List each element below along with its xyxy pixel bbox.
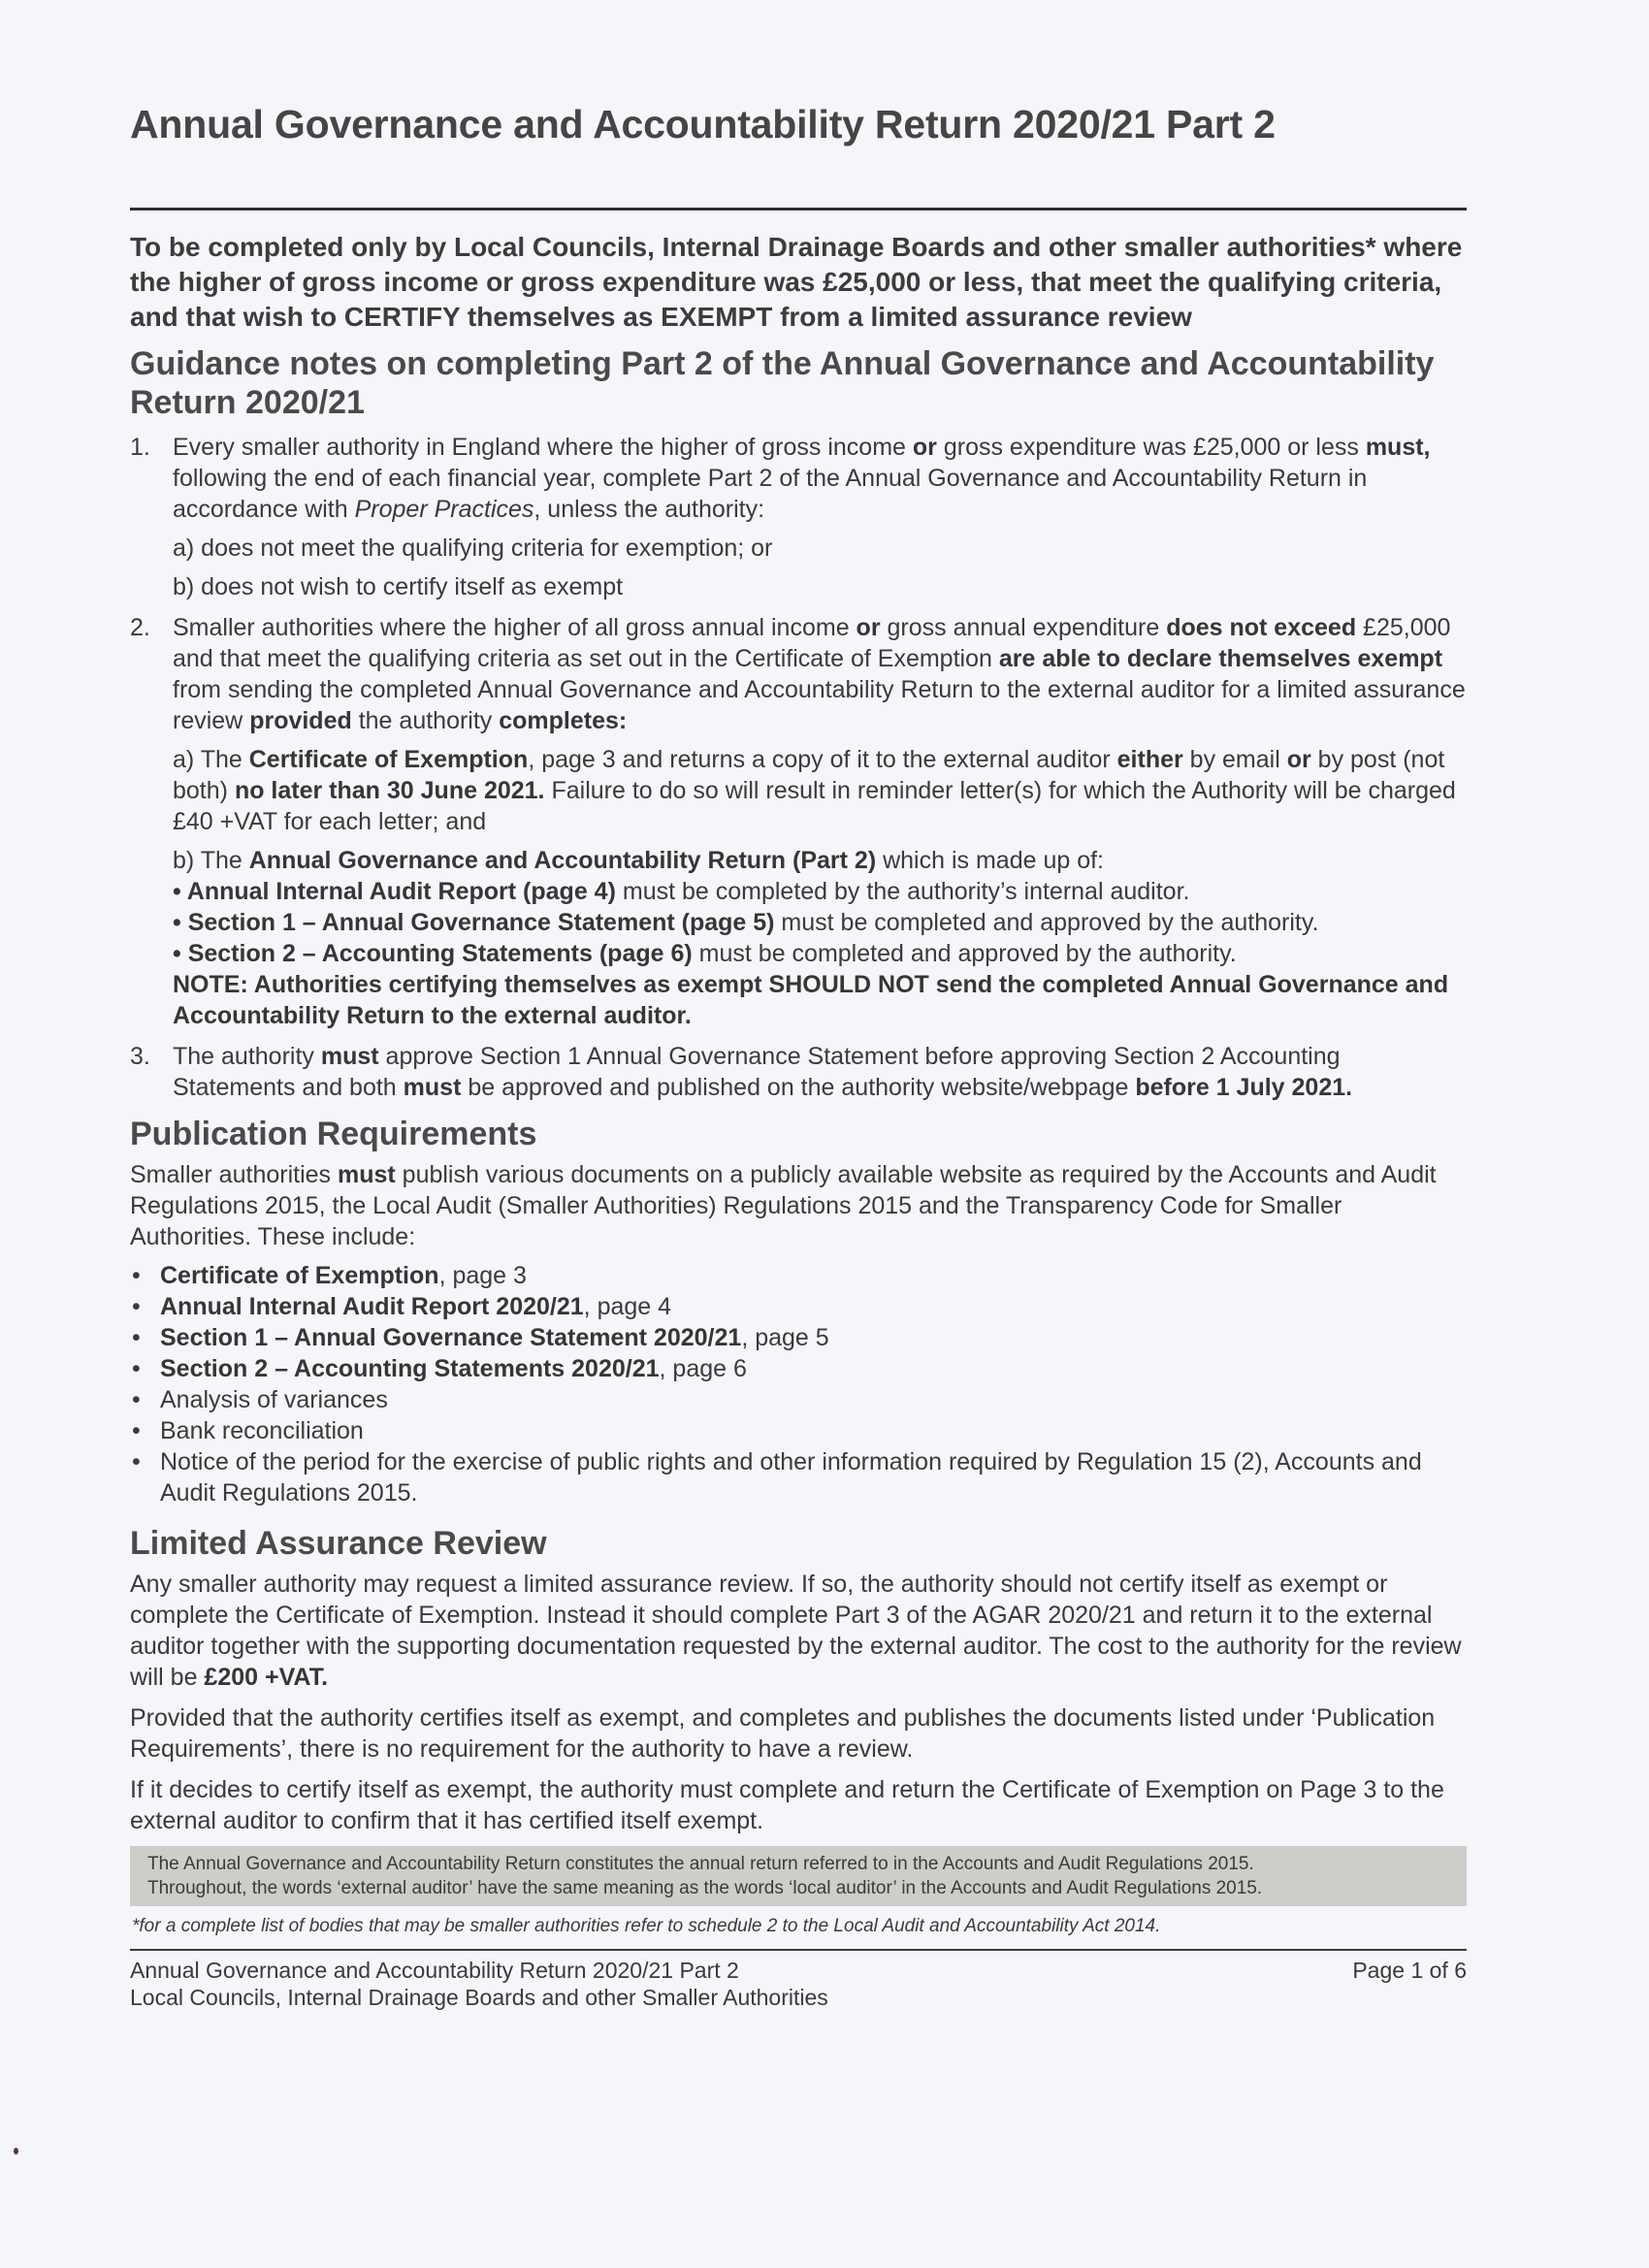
page-number: Page 1 of 6 xyxy=(1352,1958,1467,1983)
exempt-note: NOTE: Authorities certifying themselves as exempt SHOULD NOT send the completed Annual Governance and Accountability Return to the external auditor. xyxy=(173,971,1449,1029)
bullet-icon: • xyxy=(132,1386,141,1413)
item-number: 2. xyxy=(130,614,150,641)
publication-list-item xyxy=(130,1415,1467,1446)
footer-divider xyxy=(130,1949,1467,1951)
component-desc: must be completed and approved by the authority. xyxy=(692,940,1237,967)
document-name: Certificate of Exemption xyxy=(160,1262,439,1289)
limited-review-heading: Limited Assurance Review xyxy=(130,1525,547,1562)
limited-review-para-2: Provided that the authority certifies itself as exempt, and completes and publishes the documents listed under ‘Publication Requirements’, there is no requirement for the authority to have a review. xyxy=(130,1704,1436,1763)
publication-intro: Smaller authorities must publish various documents on a publicly available website as required by the Accounts and Audit Regulations 2015, the Local Audit (Smaller Authorities) Regulations 2015 and the Transparency Code for Smaller Authorities. These include: xyxy=(130,1161,1437,1250)
publication-list-item xyxy=(130,1260,1467,1291)
document-detail: , page 5 xyxy=(741,1324,829,1351)
bullet-icon: • xyxy=(132,1324,141,1351)
document-title: Annual Governance and Accountability Return 2020/21 Part 2 xyxy=(130,102,1276,146)
component-desc: must be completed and approved by the authority. xyxy=(774,909,1319,936)
publication-heading: Publication Requirements xyxy=(130,1116,537,1152)
publication-list xyxy=(130,1260,1467,1508)
bullet-icon: • xyxy=(132,1355,141,1382)
item-text: Every smaller authority in England where the higher of gross income or gross expenditure was £25,000 or less must, following the end of each financial year, complete Part 2 of the Annual Governance and Accountability Return in accordance with Proper Practices, unless the authority: xyxy=(173,434,1431,523)
publication-list-item xyxy=(130,1353,1467,1384)
guidance-item-1 xyxy=(130,432,1467,602)
item-text: Smaller authorities where the higher of all gross annual income or gross annual expenditure does not exceed £25,000 and that meet the qualifying criteria as set out in the Certificate of Exemption are able to declare themselves exempt from sending the completed Annual Governance and Accountability Return to the external auditor for a limited assurance review provided the authority completes: xyxy=(173,614,1466,734)
footer-title: Annual Governance and Accountability Return 2020/21 Part 2 xyxy=(130,1958,739,1983)
component-title: • Annual Internal Audit Report (page 4) xyxy=(173,878,616,905)
limited-review-para-1: Any smaller authority may request a limited assurance review. If so, the authority should not certify itself as exempt or complete the Certificate of Exemption. Instead it should complete Part 3 of the AGAR 2020/21 and return it to the external auditor together with the supporting documentation requested by the external auditor. The cost to the authority for the review will be £200 +VAT. xyxy=(130,1571,1462,1691)
scan-artifact-dot xyxy=(14,2148,18,2155)
item-number: 3. xyxy=(130,1043,150,1070)
footer-subtitle: Local Councils, Internal Drainage Boards and other Smaller Authorities xyxy=(130,1985,828,2010)
intro-statement: To be completed only by Local Councils, Internal Drainage Boards and other smaller authorities* where the higher of gross income or gross expenditure was £25,000 or less, that meet the qualifying criteria, and that wish to CERTIFY themselves as EXEMPT from a limited assurance review xyxy=(130,232,1463,332)
document-detail: Bank reconciliation xyxy=(160,1417,364,1444)
document-detail: , page 6 xyxy=(659,1355,747,1382)
document-detail: , page 3 xyxy=(438,1262,527,1289)
notice-line-2: Throughout, the words ‘external auditor’ have the same meaning as the words ‘local auditor’ in the Accounts and Audit Regulations 2015. xyxy=(147,1878,1263,1898)
item-sub-a: a) does not meet the qualifying criteria for exemption; or xyxy=(173,535,773,562)
sub-b-intro: b) The Annual Governance and Accountability Return (Part 2) which is made up of: xyxy=(173,847,1104,874)
bullet-icon: • xyxy=(132,1262,141,1289)
document-detail: Analysis of variances xyxy=(160,1386,388,1413)
publication-list-item xyxy=(130,1322,1467,1353)
document-detail: Notice of the period for the exercise of public rights and other information required by Regulation 15 (2), Accounts and Audit Regulations 2015. xyxy=(160,1448,1422,1507)
component-desc: must be completed by the authority’s internal auditor. xyxy=(615,878,1190,905)
item-text: The authority must approve Section 1 Annual Governance Statement before approving Section 2 Accounting Statements and both must be approved and published on the authority website/webpage before 1 July 2021. xyxy=(173,1043,1353,1101)
component-line xyxy=(173,938,1467,969)
page-footer xyxy=(130,1957,1467,2011)
item-sub-b xyxy=(173,845,1467,1031)
limited-review-para-3: If it decides to certify itself as exempt, the authority must complete and return the Certificate of Exemption on Page 3 to the external auditor to confirm that it has certified itself exempt. xyxy=(130,1776,1444,1834)
component-line xyxy=(173,907,1467,938)
guidance-heading: Guidance notes on completing Part 2 of the Annual Governance and Accountability Return 2020/21 xyxy=(130,345,1435,421)
document-detail: , page 4 xyxy=(583,1293,672,1320)
publication-list-item xyxy=(130,1446,1467,1508)
bullet-icon: • xyxy=(132,1293,141,1320)
publication-list-item xyxy=(130,1384,1467,1415)
bullet-icon: • xyxy=(132,1417,141,1444)
guidance-list xyxy=(130,432,1467,1103)
component-line xyxy=(173,876,1467,907)
item-sub-b: b) does not wish to certify itself as exempt xyxy=(173,573,624,600)
component-title: • Section 1 – Annual Governance Statement (page 5) xyxy=(173,909,775,936)
item-sub-a: a) The Certificate of Exemption, page 3 and returns a copy of it to the external auditor either by email or by post (not both) no later than 30 June 2021. Failure to do so will result in reminder letter(s) for which the Authority will be charged £40 +VAT for each letter; and xyxy=(173,746,1456,835)
bullet-icon: • xyxy=(132,1448,141,1475)
title-divider xyxy=(130,208,1467,211)
component-title: • Section 2 – Accounting Statements (page 6) xyxy=(173,940,693,967)
guidance-item-2 xyxy=(130,612,1467,1031)
document-name: Section 2 – Accounting Statements 2020/21 xyxy=(160,1355,660,1382)
document-name: Section 1 – Annual Governance Statement 2020/21 xyxy=(160,1324,742,1351)
guidance-item-3 xyxy=(130,1041,1467,1103)
document-name: Annual Internal Audit Report 2020/21 xyxy=(160,1293,584,1320)
publication-list-item xyxy=(130,1291,1467,1322)
regulations-notice-box xyxy=(130,1846,1467,1906)
notice-line-1: The Annual Governance and Accountability Return constitutes the annual return referred to in the Accounts and Audit Regulations 2015. xyxy=(147,1854,1254,1874)
document-page xyxy=(130,97,1467,2011)
item-number: 1. xyxy=(130,434,150,461)
footnote: *for a complete list of bodies that may be smaller authorities refer to schedule 2 to the Local Audit and Accountability Act 2014. xyxy=(132,1916,1161,1936)
